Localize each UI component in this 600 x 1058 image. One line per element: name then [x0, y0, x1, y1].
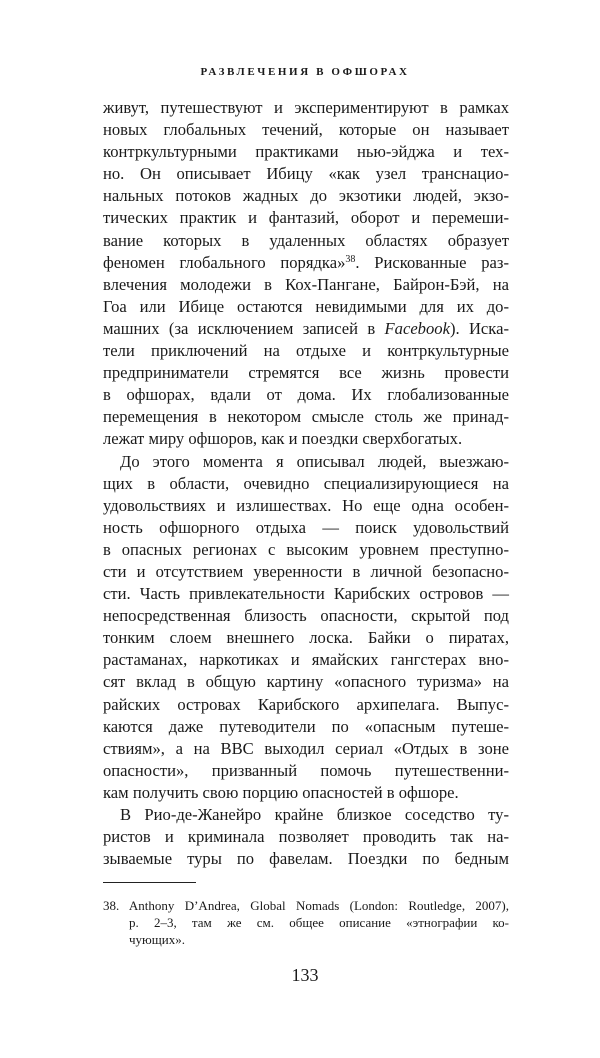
text-line: непосредственная близость опасности, скрытой под: [103, 606, 509, 626]
footnote-ref[interactable]: 38: [345, 253, 356, 265]
text-line: райских островах Карибского архипелага. Выпус-: [103, 694, 509, 714]
text-line-with-footnote: [103, 252, 509, 274]
text-line-with-italic: [103, 318, 509, 340]
text-line: ствиям», а на BBC выходил сериал «Отдых в зоне: [103, 738, 509, 758]
text-line: живут, путешествуют и экспериментируют в рамках: [103, 98, 509, 117]
text-line: До этого момента я описывал людей, выезжаю-: [120, 451, 509, 471]
footnote-divider: [103, 882, 196, 883]
page-number: 133: [291, 965, 319, 985]
text-line: лежат миру офшоров, как и поездки сверхбогатых.: [103, 429, 463, 449]
text-line: в офшорах, вдали от дома. Их глобализованные: [103, 385, 509, 405]
text-line: перемещения в некотором смысле столь же принад-: [103, 407, 509, 427]
text-line: сят вклад в общую картину «опасного туризма» на: [103, 672, 509, 692]
text-segment: . Рискованные раз-: [355, 252, 509, 272]
italic-word: Facebook: [384, 318, 450, 338]
text-line: контркультурными практиками нью-эйджа и тех-: [103, 142, 509, 162]
text-line: щих в области, очевидно специализирующиеся на: [103, 473, 509, 493]
text-line: но. Он описывает Ибицу «как узел транснацио-: [103, 164, 509, 184]
text-line: тели приключений на отдыхе и контркультурные: [103, 341, 509, 361]
text-line: сти. Часть привлекательности Карибских островов —: [103, 584, 509, 604]
text-line: зываемые туры по фавелам. Поездки по бедным: [103, 849, 509, 869]
text-line: Гоа или Ибице остаются невидимыми для их до-: [103, 296, 509, 316]
text-line: В Рио-де-Жанейро крайне близкое соседство ту-: [120, 805, 509, 824]
footnote-line: p. 2–3, там же см. общее описание «этнографии ко-: [129, 915, 509, 930]
text-line: вание которых в удаленных областях образует: [103, 230, 509, 250]
text-line: предприниматели стремятся все жизнь провести: [103, 363, 509, 383]
text-segment: ). Иска-: [449, 318, 509, 338]
footnote: [103, 897, 509, 948]
footnote-line: чующих».: [129, 932, 185, 947]
text-line: влечения молодежи в Кох-Пангане, Байрон-Бэй, на: [103, 274, 509, 294]
text-line: нальных потоков жадных до экзотики людей, экзо-: [103, 186, 509, 206]
running-header: РАЗВЛЕЧЕНИЯ В ОФШОРАХ: [200, 66, 410, 78]
text-line: тонким слоем внешнего лоска. Байки о пиратах,: [103, 628, 509, 648]
text-line: каются даже путеводители по «опасным путеше-: [103, 716, 509, 736]
text-line: тических практик и фантазий, оборот и перемеши-: [103, 208, 509, 228]
text-line: сти и отсутствием уверенности в личной безопасно-: [103, 561, 509, 581]
text-line: ность офшорного отдыха — поиск удовольствий: [103, 517, 509, 537]
text-line: растаманах, наркотиках и ямайских гангстерах вно-: [103, 650, 509, 670]
text-line: в опасных регионах с высоким уровнем преступно-: [103, 539, 509, 559]
text-line: опасности», призванный помочь путешественни-: [103, 760, 509, 780]
text-segment: машних (за исключением записей в: [103, 318, 385, 338]
text-line: новых глобальных течений, которые он называет: [103, 120, 509, 140]
text-line: кам получить свою порцию опасностей в офшоре.: [103, 782, 459, 802]
body-text: [103, 97, 509, 870]
footnote-line: 38. Anthony D’Andrea, Global Nomads (London: Routledge, 2007),: [103, 898, 509, 913]
text-segment: феномен глобального порядка»: [103, 252, 346, 272]
text-line: ристов и криминала позволяет проводить так на-: [103, 827, 509, 847]
text-line: удовольствиях и излишествах. Но еще одна особен-: [103, 495, 509, 515]
